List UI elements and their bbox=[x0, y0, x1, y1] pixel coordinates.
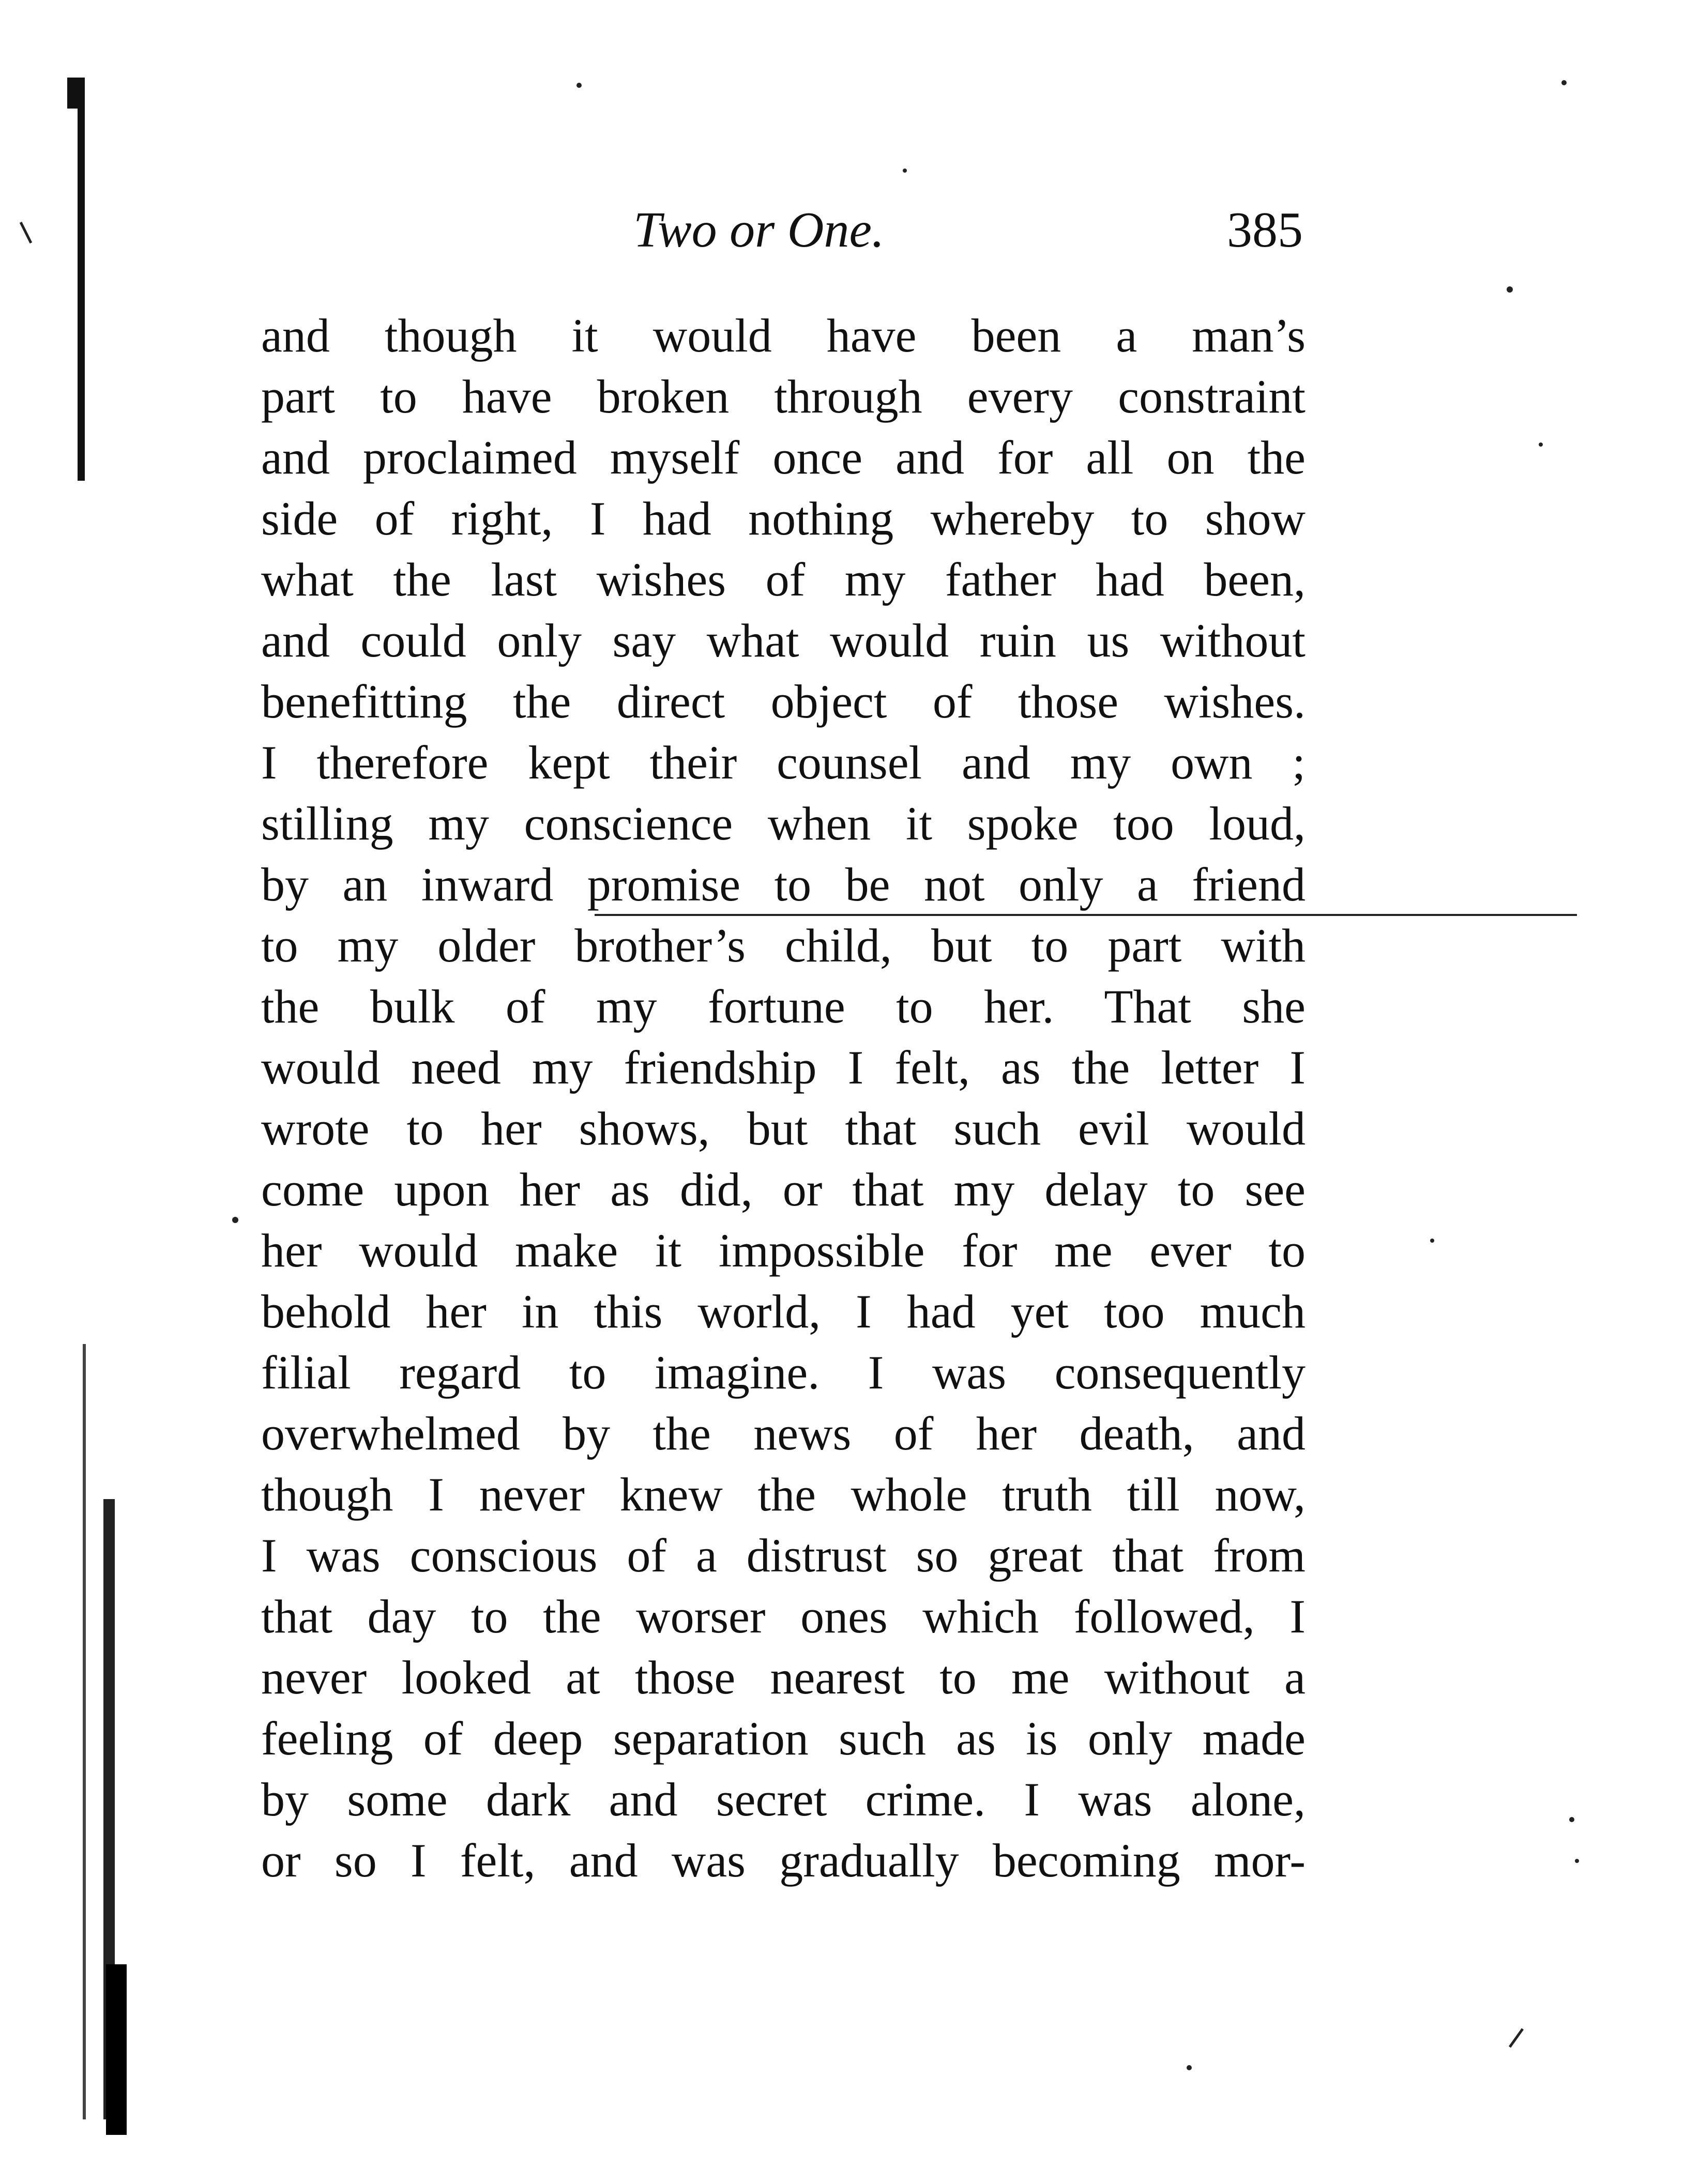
text-line: would need my friendship I felt, as the letter I bbox=[261, 1041, 1306, 1094]
running-title: Two or One. bbox=[633, 202, 885, 258]
text-line: come upon her as did, or that my delay to see bbox=[261, 1163, 1306, 1216]
text-line: feeling of deep separation such as is only made bbox=[261, 1712, 1306, 1765]
text-line: her would make it impossible for me ever to bbox=[261, 1224, 1306, 1277]
text-line: the bulk of my fortune to her. That she bbox=[261, 980, 1306, 1033]
text-line: overwhelmed by the news of her death, and bbox=[261, 1407, 1306, 1460]
body-text bbox=[261, 305, 1306, 1891]
text-line: and proclaimed myself once and for all on the bbox=[261, 431, 1306, 484]
text-line: to my older brother’s child, but to part with bbox=[261, 919, 1306, 972]
text-line: wrote to her shows, but that such evil would bbox=[261, 1102, 1306, 1155]
page-number: 385 bbox=[1227, 202, 1303, 258]
text-line: never looked at those nearest to me without a bbox=[261, 1651, 1306, 1704]
text-line: benefitting the direct object of those wishes. bbox=[261, 675, 1306, 728]
text-line: part to have broken through every constraint bbox=[261, 370, 1306, 423]
text-line: though I never knew the whole truth till now, bbox=[261, 1468, 1306, 1521]
text-line: stilling my conscience when it spoke too loud, bbox=[261, 797, 1306, 850]
text-line: by some dark and secret crime. I was alone, bbox=[261, 1773, 1306, 1826]
text-line: or so I felt, and was gradually becoming mor- bbox=[261, 1834, 1306, 1887]
page-header bbox=[259, 196, 1303, 264]
text-line: I was conscious of a distrust so great that from bbox=[261, 1529, 1306, 1582]
text-line: behold her in this world, I had yet too much bbox=[261, 1285, 1306, 1338]
text-line: what the last wishes of my father had been, bbox=[261, 553, 1306, 606]
text-line: and though it would have been a man’s bbox=[261, 309, 1306, 362]
text-line: and could only say what would ruin us without bbox=[261, 614, 1306, 667]
text-line: filial regard to imagine. I was consequently bbox=[261, 1346, 1306, 1399]
binding-edge-shadow bbox=[0, 0, 165, 2184]
text-line: side of right, I had nothing whereby to show bbox=[261, 492, 1306, 545]
text-line: by an inward promise to be not only a friend bbox=[261, 858, 1306, 911]
text-line: I therefore kept their counsel and my own ; bbox=[261, 736, 1306, 789]
text-line: that day to the worser ones which followed, I bbox=[261, 1590, 1306, 1643]
